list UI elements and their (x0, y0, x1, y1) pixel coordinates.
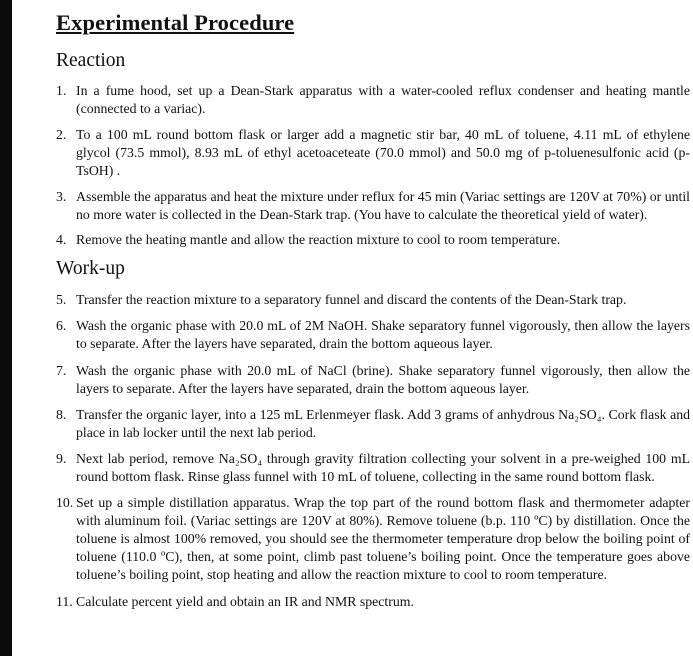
section-heading-reaction: Reaction (56, 50, 126, 71)
step-text: Set up a simple distillation apparatus. Wrap the top part of the round bottom flask and thermometer adapter with aluminum foil. (Variac settings are 120V at 80%). Remove toluene (b.p. 110 ºC) by distillation. Once the toluene is almost 100% removed, you should see the thermometer temperature drop below the boiling point of toluene (110.0 ºC), then, at some point, climb past toluene’s boiling point. Once the temperature goes above toluene’s boiling point, stop heating and allow the reaction mixture to cool to room temperature. (76, 495, 690, 582)
section-heading-workup: Work-up (56, 258, 125, 279)
step-text: To a 100 mL round bottom flask or larger add a magnetic stir bar, 40 mL of toluene, 4.11 mL of ethylene glycol (73.5 mmol), 8.93 mL of ethyl acetoaceteate (70.0 mmol) and 50.0 mg of p-toluenesulfonic acid (p-TsOH) . (76, 127, 690, 178)
step-number: 1. (56, 83, 67, 98)
step-5 (56, 291, 690, 309)
step-number: 9. (56, 451, 67, 466)
step-text: Wash the organic phase with 20.0 mL of NaCl (brine). Shake separatory funnel vigorously, then allow the layers to separate. After the layers have separated, drain the bottom aqueous layer. (76, 363, 690, 396)
step-number: 2. (56, 127, 67, 142)
step-number: 10. (56, 495, 74, 510)
step-text: In a fume hood, set up a Dean-Stark apparatus with a water-cooled reflux condenser and heating mantle (connected to a variac). (76, 83, 690, 116)
page-title: Experimental Procedure (56, 10, 295, 35)
step-9 (56, 450, 690, 486)
step-number: 6. (56, 318, 67, 333)
step-number: 4. (56, 232, 67, 247)
step-4 (56, 231, 690, 249)
step-3 (56, 188, 690, 224)
step-number: 8. (56, 407, 67, 422)
step-1 (56, 82, 690, 118)
step-text: Transfer the organic layer, into a 125 mL Erlenmeyer flask. Add 3 grams of anhydrous Na₂SO₄. Cork flask and place in lab locker until the next lab period. (76, 407, 690, 440)
document-page (56, 0, 690, 656)
step-text: Wash the organic phase with 20.0 mL of 2M NaOH. Shake separatory funnel vigorously, then allow the layers to separate. After the layers have separated, drain the bottom aqueous layer. (76, 318, 690, 351)
step-2 (56, 126, 690, 180)
step-number: 11. (56, 594, 73, 609)
step-6 (56, 317, 690, 353)
step-number: 3. (56, 189, 67, 204)
step-number: 5. (56, 292, 67, 307)
step-text: Transfer the reaction mixture to a separatory funnel and discard the contents of the Dean-Stark trap. (76, 292, 627, 307)
step-7 (56, 362, 690, 398)
step-number: 7. (56, 363, 67, 378)
step-8 (56, 406, 690, 442)
step-text: Calculate percent yield and obtain an IR and NMR spectrum. (76, 594, 414, 609)
step-10 (56, 494, 690, 584)
step-text: Next lab period, remove Na₂SO₄ through gravity filtration collecting your solvent in a pre-weighed 100 mL round bottom flask. Rinse glass funnel with 10 mL of toluene, collecting in the same round bottom flask. (76, 451, 690, 484)
step-11 (56, 593, 690, 611)
left-edge-bar (0, 0, 12, 656)
step-text: Remove the heating mantle and allow the reaction mixture to cool to room temperature. (76, 232, 561, 247)
step-text: Assemble the apparatus and heat the mixture under reflux for 45 min (Variac settings are 120V at 70%) or until no more water is collected in the Dean-Stark trap. (You have to calculate the theoretical yield of water). (76, 189, 690, 222)
